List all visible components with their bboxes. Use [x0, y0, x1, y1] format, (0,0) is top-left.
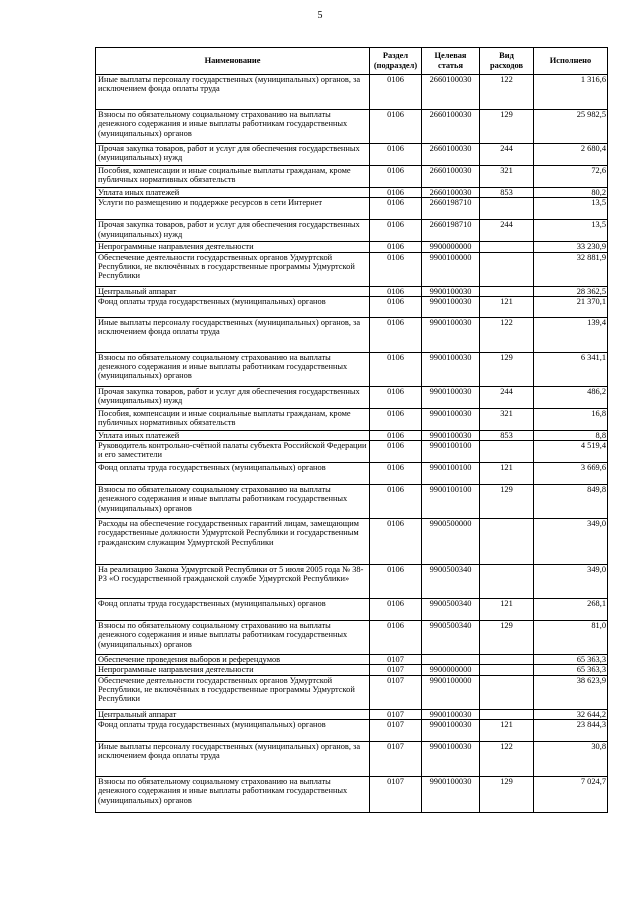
table-row — [96, 252, 608, 286]
row-value: 23 844,3 — [534, 720, 608, 742]
row-section: 0106 — [370, 75, 422, 110]
row-expense — [480, 665, 534, 675]
row-target: 9900100100 — [422, 485, 480, 519]
row-target: 9900000000 — [422, 242, 480, 252]
row-section: 0106 — [370, 198, 422, 220]
row-expense: 129 — [480, 485, 534, 519]
row-section: 0106 — [370, 463, 422, 485]
row-name: Взносы по обязательному социальному страхованию на выплаты денежного содержания и иные выплаты работникам государственных (муниципальных) органов — [96, 352, 370, 386]
table-row — [96, 75, 608, 110]
row-target: 9900100030 — [422, 408, 480, 430]
row-expense: 122 — [480, 75, 534, 110]
row-value: 16,8 — [534, 408, 608, 430]
table-row — [96, 742, 608, 777]
row-expense — [480, 675, 534, 709]
table-row — [96, 621, 608, 655]
row-section: 0106 — [370, 317, 422, 352]
header-expense: Вид расходов — [480, 48, 534, 75]
budget-table — [95, 47, 608, 813]
row-name: Взносы по обязательному социальному страхованию на выплаты денежного содержания и иные выплаты работникам государственных (муниципальных) органов — [96, 110, 370, 144]
table-row — [96, 110, 608, 144]
table-row — [96, 709, 608, 719]
row-value: 30,8 — [534, 742, 608, 777]
table-row — [96, 720, 608, 742]
row-target: 9900100030 — [422, 777, 480, 813]
table-row — [96, 352, 608, 386]
header-section: Раздел (подраздел) — [370, 48, 422, 75]
row-value: 32 644,2 — [534, 709, 608, 719]
row-value: 28 362,5 — [534, 286, 608, 296]
row-name: На реализацию Закона Удмуртской Республики от 5 июля 2005 года № 38-РЗ «О государственной гражданской службе Удмуртской Республики» — [96, 565, 370, 599]
table-row — [96, 296, 608, 317]
row-expense: 121 — [480, 463, 534, 485]
table-header-row — [96, 48, 608, 75]
table-row — [96, 408, 608, 430]
row-expense: 121 — [480, 599, 534, 621]
table-row — [96, 599, 608, 621]
row-expense: 244 — [480, 386, 534, 408]
row-value: 80,2 — [534, 188, 608, 198]
row-expense: 122 — [480, 317, 534, 352]
row-value: 1 316,6 — [534, 75, 608, 110]
table-row — [96, 188, 608, 198]
row-section: 0107 — [370, 675, 422, 709]
table-row — [96, 198, 608, 220]
row-target: 9900100030 — [422, 286, 480, 296]
row-target: 9900100030 — [422, 386, 480, 408]
row-expense: 853 — [480, 188, 534, 198]
row-target: 2660100030 — [422, 144, 480, 166]
table-row — [96, 665, 608, 675]
row-name: Обеспечение деятельности государственных органов Удмуртской Республики, не включённых в государственные программы Удмуртской Республики — [96, 675, 370, 709]
row-section: 0107 — [370, 742, 422, 777]
row-name: Непрограммные направления деятельности — [96, 665, 370, 675]
table-row — [96, 386, 608, 408]
row-target: 9900100100 — [422, 441, 480, 463]
row-name: Руководитель контрольно-счётной палаты субъекта Российской Федерации и его заместители — [96, 441, 370, 463]
row-target: 9900500340 — [422, 565, 480, 599]
row-section: 0106 — [370, 565, 422, 599]
row-section: 0106 — [370, 220, 422, 242]
row-section: 0106 — [370, 441, 422, 463]
page-number: 5 — [317, 10, 323, 21]
row-target: 9900100030 — [422, 709, 480, 719]
table-row — [96, 144, 608, 166]
table-row — [96, 655, 608, 665]
row-expense — [480, 565, 534, 599]
row-value: 25 982,5 — [534, 110, 608, 144]
row-target: 9900100030 — [422, 720, 480, 742]
row-target: 9900100000 — [422, 675, 480, 709]
row-name: Расходы на обеспечение государственных гарантий лицам, замещающим государственные должности Удмуртской Республики и государственным гражданским служащим Удмуртской Республики — [96, 519, 370, 565]
row-name: Пособия, компенсации и иные социальные выплаты гражданам, кроме публичных нормативных обязательств — [96, 166, 370, 188]
row-expense: 244 — [480, 144, 534, 166]
row-value: 349,0 — [534, 565, 608, 599]
row-expense: 853 — [480, 430, 534, 440]
row-section: 0107 — [370, 655, 422, 665]
row-target: 9900100000 — [422, 252, 480, 286]
row-target: 2660198710 — [422, 198, 480, 220]
row-expense — [480, 198, 534, 220]
row-expense: 129 — [480, 777, 534, 813]
row-name: Фонд оплаты труда государственных (муниципальных) органов — [96, 463, 370, 485]
row-name: Фонд оплаты труда государственных (муниципальных) органов — [96, 720, 370, 742]
row-name: Прочая закупка товаров, работ и услуг для обеспечения государственных (муниципальных) нужд — [96, 144, 370, 166]
row-name: Взносы по обязательному социальному страхованию на выплаты денежного содержания и иные выплаты работникам государственных (муниципальных) органов — [96, 485, 370, 519]
row-section: 0106 — [370, 485, 422, 519]
table-row — [96, 166, 608, 188]
row-target: 2660198710 — [422, 220, 480, 242]
row-expense — [480, 441, 534, 463]
table-row — [96, 220, 608, 242]
row-section: 0106 — [370, 242, 422, 252]
row-target: 9900100100 — [422, 463, 480, 485]
row-section: 0106 — [370, 286, 422, 296]
row-value: 139,4 — [534, 317, 608, 352]
row-name: Центральный аппарат — [96, 286, 370, 296]
row-expense — [480, 242, 534, 252]
row-section: 0107 — [370, 665, 422, 675]
row-value: 268,1 — [534, 599, 608, 621]
row-value: 38 623,9 — [534, 675, 608, 709]
row-name: Пособия, компенсации и иные социальные выплаты гражданам, кроме публичных нормативных обязательств — [96, 408, 370, 430]
row-value: 81,0 — [534, 621, 608, 655]
table-row — [96, 485, 608, 519]
row-section: 0106 — [370, 166, 422, 188]
row-target: 9900000000 — [422, 665, 480, 675]
row-section: 0106 — [370, 621, 422, 655]
row-name: Фонд оплаты труда государственных (муниципальных) органов — [96, 599, 370, 621]
row-expense: 129 — [480, 110, 534, 144]
row-target — [422, 655, 480, 665]
row-name: Услуги по размещению и поддержке ресурсов в сети Интернет — [96, 198, 370, 220]
header-target: Целевая статья — [422, 48, 480, 75]
row-section: 0106 — [370, 352, 422, 386]
row-section: 0106 — [370, 430, 422, 440]
table-row — [96, 286, 608, 296]
row-section: 0106 — [370, 296, 422, 317]
row-section: 0107 — [370, 709, 422, 719]
header-name: Наименование — [96, 48, 370, 75]
row-value: 72,6 — [534, 166, 608, 188]
row-name: Непрограммные направления деятельности — [96, 242, 370, 252]
row-expense: 321 — [480, 166, 534, 188]
table-row — [96, 430, 608, 440]
row-target: 2660100030 — [422, 166, 480, 188]
row-value: 21 370,1 — [534, 296, 608, 317]
row-expense: 129 — [480, 352, 534, 386]
row-value: 65 363,3 — [534, 665, 608, 675]
row-target: 9900500340 — [422, 621, 480, 655]
row-target: 2660100030 — [422, 110, 480, 144]
table-row — [96, 777, 608, 813]
table-body — [96, 75, 608, 813]
row-target: 2660100030 — [422, 188, 480, 198]
row-value: 13,5 — [534, 198, 608, 220]
row-name: Прочая закупка товаров, работ и услуг для обеспечения государственных (муниципальных) нужд — [96, 220, 370, 242]
row-value: 3 669,6 — [534, 463, 608, 485]
row-name: Прочая закупка товаров, работ и услуг для обеспечения государственных (муниципальных) нужд — [96, 386, 370, 408]
row-name: Уплата иных платежей — [96, 188, 370, 198]
table-row — [96, 441, 608, 463]
row-name: Взносы по обязательному социальному страхованию на выплаты денежного содержания и иные выплаты работникам государственных (муниципальных) органов — [96, 621, 370, 655]
row-name: Уплата иных платежей — [96, 430, 370, 440]
row-value: 849,8 — [534, 485, 608, 519]
row-name: Обеспечение деятельности государственных органов Удмуртской Республики, не включённых в государственные программы Удмуртской Республики — [96, 252, 370, 286]
row-value: 4 519,4 — [534, 441, 608, 463]
row-name: Обеспечение проведения выборов и референдумов — [96, 655, 370, 665]
row-section: 0106 — [370, 408, 422, 430]
row-value: 486,2 — [534, 386, 608, 408]
row-value: 33 230,9 — [534, 242, 608, 252]
row-expense: 121 — [480, 296, 534, 317]
row-name: Взносы по обязательному социальному страхованию на выплаты денежного содержания и иные выплаты работникам государственных (муниципальных) органов — [96, 777, 370, 813]
row-section: 0106 — [370, 519, 422, 565]
row-value: 349,0 — [534, 519, 608, 565]
row-expense: 321 — [480, 408, 534, 430]
row-value: 7 024,7 — [534, 777, 608, 813]
table-row — [96, 565, 608, 599]
row-section: 0106 — [370, 386, 422, 408]
row-expense — [480, 655, 534, 665]
row-value: 65 363,3 — [534, 655, 608, 665]
row-expense: 129 — [480, 621, 534, 655]
table-row — [96, 242, 608, 252]
row-target: 9900100030 — [422, 742, 480, 777]
row-section: 0107 — [370, 777, 422, 813]
row-target: 9900100030 — [422, 317, 480, 352]
row-expense — [480, 252, 534, 286]
row-expense — [480, 519, 534, 565]
row-expense: 121 — [480, 720, 534, 742]
row-target: 9900100030 — [422, 430, 480, 440]
table-row — [96, 463, 608, 485]
row-name: Иные выплаты персоналу государственных (муниципальных) органов, за исключением фонда оплаты труда — [96, 742, 370, 777]
row-section: 0106 — [370, 599, 422, 621]
row-expense: 244 — [480, 220, 534, 242]
row-target: 9900500000 — [422, 519, 480, 565]
row-name: Фонд оплаты труда государственных (муниципальных) органов — [96, 296, 370, 317]
table-row — [96, 317, 608, 352]
row-value: 8,8 — [534, 430, 608, 440]
row-section: 0106 — [370, 252, 422, 286]
row-value: 6 341,1 — [534, 352, 608, 386]
header-executed: Исполнено — [534, 48, 608, 75]
table-row — [96, 519, 608, 565]
row-expense: 122 — [480, 742, 534, 777]
row-section: 0107 — [370, 720, 422, 742]
row-expense — [480, 286, 534, 296]
row-name: Иные выплаты персоналу государственных (муниципальных) органов, за исключением фонда оплаты труда — [96, 317, 370, 352]
row-target: 9900500340 — [422, 599, 480, 621]
row-name: Центральный аппарат — [96, 709, 370, 719]
row-value: 32 881,9 — [534, 252, 608, 286]
table-row — [96, 675, 608, 709]
row-target: 9900100030 — [422, 296, 480, 317]
row-target: 9900100030 — [422, 352, 480, 386]
row-section: 0106 — [370, 144, 422, 166]
row-value: 2 680,4 — [534, 144, 608, 166]
row-section: 0106 — [370, 188, 422, 198]
row-target: 2660100030 — [422, 75, 480, 110]
row-expense — [480, 709, 534, 719]
row-section: 0106 — [370, 110, 422, 144]
row-value: 13,5 — [534, 220, 608, 242]
row-name: Иные выплаты персоналу государственных (муниципальных) органов, за исключением фонда оплаты труда — [96, 75, 370, 110]
